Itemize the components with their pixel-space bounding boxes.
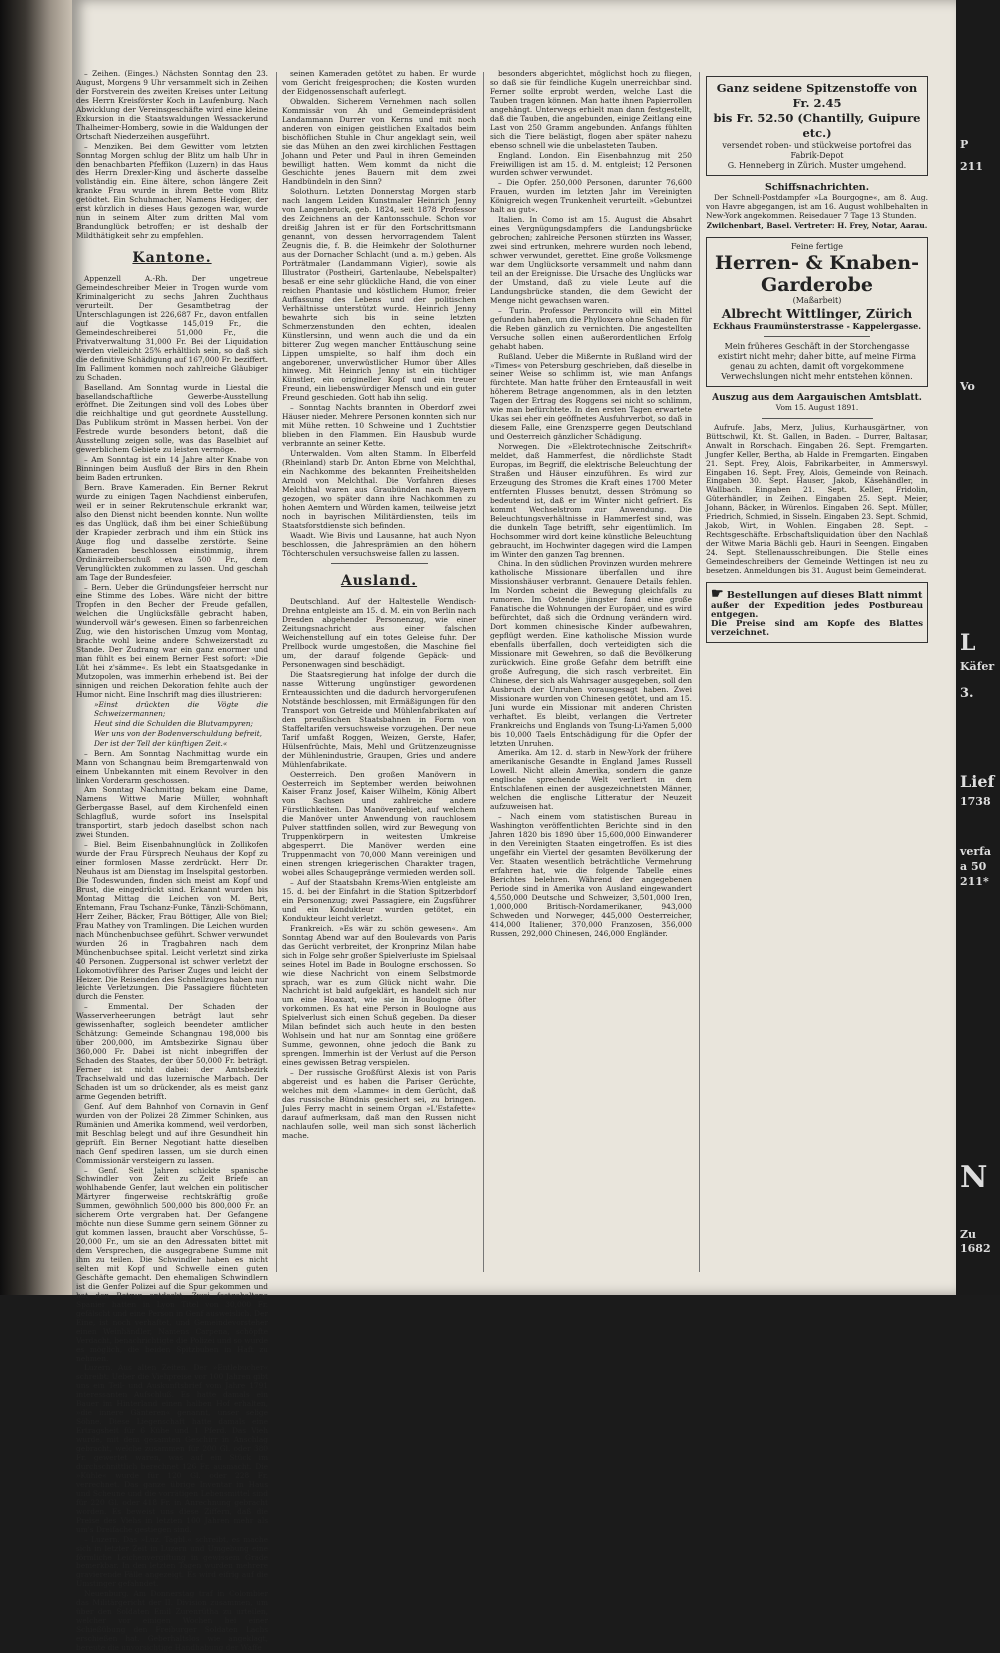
article-neuenburg: Neuenburg. Am Donnerstag traf in Colombier das Militärgericht der II. Division zusammen, um über den Soldaten Emil Zurenrütha zu urteilen, welcher vor einigen Wochen bei einer Schießübung den Freiburger Soldaten Lachs erschießen hat. Geberhaltslos wie angeklagt, bereute die unvorsichtige Handhabung der Waffe	[76, 1589, 268, 1653]
ad-garment-line4: Albrecht Wittlinger, Zürich	[721, 305, 913, 321]
article-frankreich: Frankreich. »Es wär zu schön gewesen«. Am Sonntag Abend war auf den Boulevards von Paris das Gerücht verbreitet, der Kronprinz Milan habe sich in Folge sehr großer Spielverluste im Spielsaal seines Hotel im Bade in Boulogne erschossen. So wie diese Nachricht von einem Selbstmorde sprach, war es zum Glück nicht wahr. Die Nachricht ist bald aufgeklärt, es handelt sich nur um eine Hoaxaxt, wie sie in Boulogne öfter vorkommen. Es hat eine Person in Boulogne aus Spielverlust sich einen Schuß gegeben. Da dieser Milan befindet sich auch heute in den besten Wohlsein und hat nur am Sonntag eine größere Summe, gewonnen, ohne jedoch die Bank zu sprengen. Immerhin ist der Verlust auf die Person eines gewissen Betrag verspielen.	[282, 923, 476, 1068]
pointing-hand-icon: ☛	[711, 585, 724, 602]
article-bern-kameraden: Bern. Brave Kameraden. Ein Berner Rekrut wurde zu einigen Tagen Nachdienst einberufen, weil er in seiner Rekrutenschule erkrankt war, also den Dienst nicht beenden konnte. Nun wollte es das Unglück, daß ihm bei einer Schießübung der Krapieder zerbrach und ihm ein Stück ins Auge flog und dasselbe zerstörte. Seine Kameraden beschlossen einstimmig, ihrem Ordinärreiberschuß etwa 500 Fr., dem Verunglückten zukommen zu lassen. Und geschah am Tage der Bundesfeier.	[76, 483, 268, 582]
column-2	[282, 70, 476, 1285]
order-line-3: Die Preise sind am Kopfe des Blattes verzeichnet.	[711, 618, 923, 638]
article-amerika: Amerika. Am 12. d. starb in New-York der frühere amerikanische Gesandte in England James Russell Lowell. Nicht allein Amerika, sondern die ganze englische sprechende Welt verliert in dem Entschlafenen einen der ausgezeichnetsten Männer, welchen die englische Litteratur der Neuzeit aufzuweisen hat.	[490, 748, 692, 812]
amtsblatt-title: Auszug aus dem Aargauischen Amtsblatt.	[712, 392, 922, 403]
column-rule	[276, 72, 277, 1272]
article-luzern-viehpreise: Luzern. Aus alten Zeiten. Der »Entlebucher« schreibt: Ueber die Viehpreise vor 100 Jahren gibt uns ein Teil- und Auskunftsbrief vom Jahre 1791 interessanten Aufschluß. Es hatte damals ein Bauer im Hinterland einen halben Hof erhalten, »die innere Gänteren« genannt, unser selige Söhne. Diese Liegenschaft hatte damals eine Ertragsheit für 6 Kühe und 1 Pferd. Das Vieh wurde, mit dem gesamten Geschirr in Anschlag gebracht, welche zusammen für 200 Gl. oder 380 Fr. gewertet waren, was auf ein Stück im durchschnittlich berechnet 126 Fr. ausmacht. Die »Kühle« wurde für 120 Gl. oder 228 Fr. verrechnet. Das ganze übrige Inventar in Haus und Scheune und die vorrätigen Lebensmittel sind für 220 Gl. oder 418 Fr. in Anrechnung gebracht worden. Es beweist uns diese Ziffern, daß die Preise des Viehs in letzten 100 Jahren mehr als um's Dreifache gestiegen sind.	[76, 1363, 268, 1534]
article-binningen: – Am Sonntag ist ein 14 Jahre alter Knabe von Binningen beim Ausfluß der Birs in den Rhein beim Baden ertrunken.	[76, 455, 268, 483]
article-biel: – Biel. Beim Eisenbahnunglück in Zollikofen wurde der Frau Fürsprech Neuhaus der Kopf zu einer formlosen Masse zerdrückt. Herr Dr. Neuhaus ist am Dienstag im Inselspital gestorben. Die Todeswunden, finden sich meist am Kopf und Brust, die eingedrückt sind. Erkannt wurden bis Montag Mittag die Leichen von M. Bert, Entemann, Frau Tschanz-Funke, Tänzli-Schömann, Herr Zeiher, Bäcker, Frau Böttiger, Alle von Biel; Frau Mathey von Tramlingen. Die Leichen wurden nach Münchenbuchsee geführt. Schwer verwundet wurden 26 in Tragbahren nach dem Münchenbuchsee spital. Leicht verletzt sind zirka 40 Personen. Zugpersonal ist schwer verletzt der Lokomotivführer des Pariser Zuges und leicht der Heizer. Die Reisenden des Schnellzuges haben nur leichte Verletzungen. Die Passagiere flüchteten durch die Fenster.	[76, 840, 268, 1002]
article-tauben: besonders abgerichtet, möglichst hoch zu fliegen, so daß sie für feindliche Kugeln unerreichbar sind. Ferner sollte erprobt werden, welche Last die Tauben tragen können. Man hatte ihnen Papierrollen angehängt. Unterwegs erhielt man dann festgestellt, daß die Tauben, die angebunden, einige Zeitlang eine Last von 250 Gramm angebunden. Anfangs fühlten sich die Tiere belästigt, flogen aber später nahezu ebenso schnell wie die unbelasteten Tauben.	[490, 69, 692, 150]
separator-line	[762, 418, 873, 419]
page-fragment: Vo	[960, 380, 975, 393]
order-line-1: Bestellungen auf dieses Blatt nimmt	[726, 589, 923, 601]
garment-advertisement	[706, 237, 928, 387]
ad-garment-line5: Eckhaus Fraumünsterstrasse - Kappelergasse.	[713, 320, 921, 331]
ad-silk-line1: Ganz seidene Spitzenstoffe von Fr. 2.45	[716, 81, 918, 110]
section-heading-kantone: Kantone.	[132, 250, 212, 267]
article-alexis: – Der russische Großfürst Alexis ist von Paris abgereist und es haben die Pariser Gerüchte, welches mit dem »Lamme« in dem Gerücht, daß das russische Bündnis gesichert sei, zu bringen. Jules Ferry macht in seinem Organ »L'Estafette« darauf aufmerksam, daß man den Russen nicht nachlaufen solle, weil man sich sonst lächerlich mache.	[282, 1068, 476, 1140]
article-staatsregierung: Die Staatsregierung hat infolge der durch die nasse Witterung ungünstiger gewordenen Ernteaussichten und die dadurch hervorgerufenen Notstände beschlossen, mit Ermäßigungen für den Transport von Getreide und Mühlenfabrikaten auf den preußischen Staatsbahnen in Form von Staffeltarifen versuchsweise vorzugehen. Der neue Tarif umfaßt Roggen, Weizen, Gerste, Hafer, Hülsenfrüchte, Mais, Mehl und Grützenzeugnisse der Mühlenindustrie, Graupen, Gries und andere Mühlenfabrikate.	[282, 670, 476, 769]
article-oberdorf: – Sonntag Nachts brannten in Oberdorf zwei Häuser nieder. Mehrere Personen konnten sich nur mit Mühe retten. 10 Schweine und 1 Zuchtstier blieben in den Flammen. Ein Hausbub wurde verbrannte an seiner Kette.	[282, 403, 476, 449]
article-zeihen: – Zeihen. (Einges.) Nächsten Sonntag den 23. August, Morgens 9 Uhr versammelt sich in Zeihen der Forstverein des zweiten Kreises unter Leitung des Herrn Kreisförster Koch in Laufenburg. Nach Abwicklung der Vereinsgeschäfte wird eine kleine Exkursion in die Staatswaldungen Wessackerund Thalheimer-Homberg, sowie in die Waldungen der Ortschaft Niederzeihen ausgeführt.	[76, 69, 268, 141]
separator-line	[331, 563, 428, 564]
ad-silk-line4: G. Henneberg in Zürich. Muster umgehend.	[727, 161, 907, 170]
column-1	[76, 69, 268, 1653]
article-neuenburg-cont: seinen Kameraden getötet zu haben. Er wurde vom Gericht freigesprochen; die Kosten wurden der Eidgenossenschaft auferlegt.	[282, 69, 476, 96]
book-binding	[0, 0, 72, 1295]
newspaper-page	[72, 0, 956, 1653]
article-menziken: – Menziken. Bei dem Gewitter vom letzten Sonntag Morgen schlug der Blitz um halb Uhr in den benachbarten Pfeffikon (Luzern) in das Haus des Herrn Drexler-King und äscherte dasselbe vollständig ein. Eine ältere, schon längere Zeit kranke Frau wurde in ihrem Bette vom Blitz getödtet. Ein Schuhmacher, Namens Hediger, der erst kürzlich in dieses Haus gezogen war, wurde nun in seinem Alter zum dritten Mal vom Brandunglück betroffen; er ist deshalb der Mildthätigkeit sehr zu empfehlen.	[76, 141, 268, 241]
shipping-news-text: Der Schnell-Postdampfer »La Bourgogne«, am 8. Aug. von Havre abgegangen, ist am 16. August wohlbehalten in New-York angekommen. Reisedauer 7 Tage 13 Stunden.	[706, 193, 928, 220]
shipping-news-title: Schiffsnachrichten.	[764, 182, 869, 193]
neighbouring-page-edge	[956, 0, 1000, 1295]
page-fragment: L	[960, 630, 976, 656]
verse-line: »Einst drückten die Vögte die Schweizermannen;	[94, 699, 268, 718]
order-line-2: außer der Expedition jedes Postbureau entgegen.	[711, 600, 923, 620]
article-waadt: Waadt. Wie Bivis und Lausanne, hat auch Nyon beschlossen, die Jahresprämien an den höhern Töchterschulen versuchsweise fallen zu lassen.	[282, 530, 476, 558]
page-fragment: 1738	[960, 795, 991, 808]
verse-line: Heut sind die Schulden die Blutvampyren;	[94, 718, 254, 728]
page-fragment: P	[960, 138, 969, 151]
article-bern-feier: – Bern. Ueber die Gründungsfeier herrscht nur eine Stimme des Lobes. Wäre nicht der bittre Tropfen in den Becher der Freude gefallen, welchen die Unglücksfälle gebracht haben, wundervoll wär's gewesen. Einen so farbenreichen Zug, wie den historischen Umzug vom Montag, brachte wohl keine andere Schweizerstadt zu Stande. Der Zudrang war ein ganz enormer und man fühlt es bei einem Berner Fest sofort: »Die Lüt hei z'sämme«. Es lebt ein Staatsgedanke in Mutzopolen, was immerhin erhebend ist. Bei der sinnigen und reichen Dekoration fehlte auch der Humor nicht. Eine Inschrift mag dies illustrieren:	[76, 582, 268, 699]
article-england: England. London. Ein Eisenbahnzug mit 250 Freiwilligen ist am 15. d. M. entgleist; 12 Personen wurden schwer verwundet.	[490, 150, 692, 178]
article-russland: Rußland. Ueber die Mißernte in Rußland wird der »Times« von Petersburg geschrieben, daß dieselbe in seiner Weise so schlimm ist, wie man Anfangs fürchtete. Man hatte früher den Ernteausfall in weit höherem Betrage angenommen, als in den letzten Tagen der Ertrag des Roggens sei nicht so schlimm, wie man befürchtete. In den ersten Tagen erwartete Ukas sei eher ein geöffnetes Ausfuhrverbot, so daß in diesem Falle, eine Grenzsperre gegen Deutschland und Oesterreich gänzlicher Schädigung.	[490, 351, 692, 442]
ad-garment-line1: Feine fertige	[791, 241, 843, 251]
article-genf-schwindler: – Genf. Seit Jahren schickte spanische Schwindler von Zeit zu Zeit Briefe an wohlhabende Genfer, laut welchen ein politischer Märtyrer fingerweise rechtskräftig große Summen, gewöhnlich 500,000 bis 800,000 Fr. an sicherem Orte vergraben hat. Der Gefangene möchte nun diese Summe gern seinem Gönner zu gut kommen lassen, braucht aber Vorschüsse, 5–20,000 Fr., um sie an den Adressaten bittet mit dem Versprechen, die ausgegrabene Summe mit ihm zu teilen. Die Schwindler haben es nicht selten mit Kopf und Schwelle einen guten Geschäfte gemacht. Den ehemaligen Schwindlern ist die Genfer Polizei auf die Spur gekommen und hat den Betrug entdeckt. Zwei festgehaltene Spanier hatten in Lyon Titel von 30,000 Fr. gefälscht und eine Person in Genf ausweislich. Der Eine, ist noch verhaftet, und Gemeindevorsteher einen Weinhändler, Namens Carpena, schöpfte Verdacht, benachrichtigte die Polizei und so wurde es möglich, die beiden Spitzbuben in Haft zu nehmen.	[76, 1165, 268, 1363]
article-oesterreich: Oesterreich. Den großen Manövern in Oesterreich im September werden beiwohnen Kaiser Franz Josef, Kaiser Wilhelm, König Albert von Sachsen und zahlreiche andere Fürstlichkeiten. Das Manövergebiet, auf welchem die Manöver unter Anwendung von rauchlosem Pulver stattfinden sollen, wird zur Bewegung von Truppenkörpern in weitesten Umkreise abgesperrt. Die Manöver werden eine Truppenmacht von 70,000 Mann vereinigen und einen strengen kriegerischen Charakter tragen, wobei alles Schaugepränge vermieden werden soll.	[282, 769, 476, 878]
separator-line	[764, 336, 870, 337]
article-genf-schinken: Genf. Auf dem Bahnhof von Cornavin in Genf wurden von der Polizei 28 Zimmer Schinken, aus Rumänien und Amerika kommend, weil verdorben, mit Beschlag belegt und auf ihre Gesundheit hin geprüft. Ein Berner Negotiant hatte dieselben nach Genf spediren lassen, um sie durch einen Commissionär versteigern zu lassen.	[76, 1101, 268, 1165]
page-fragment: 1682	[960, 1242, 991, 1255]
silk-advertisement	[706, 76, 928, 176]
amtsblatt-text: Aufrufe. Jabs, Merz, Julius, Kurhausgärtner, von Büttschwil, Kt. St. Gallen, in Baden. – Durrer, Baltasar, Anwalt in Rorschach. Eingaben 26. Sept. Fremgarten. Jungfer Keller, Bertha, ab Halde in Fremgarten. Eingaben 21. Sept. Frey, Alois, Fabrikarbeiter, in Ammerswyl. Eingaben 16. Sept. Frey, Alois, Gemeinde von Reinach. Eingaben 30. Sept. Hauser, Jakob, Käsehändler, in Wallbach. Eingaben 21. Sept. Keller, Fridolin, Güterhändler, in Zeihen. Eingaben 25. Sept. Meier, Johann, Bäcker, in Würenlos. Eingaben 26. Sept. Müller, Friedrich, Schmied, in Sisseln. Eingaben 23. Sept. Schmid, Jakob, Wirt, in Wohlen. Eingaben 28. Sept. – Rechtsgeschäfte. Erbschaftsliquidation über den Nachlaß der Witwe Maria Bächli geb. Hauri in Seengen. Eingaben 24. Sept. Stellenausschreibungen. Die Stelle eines Gemeindeschreibers der Gemeinde Wettingen ist neu zu besetzen. Anmeldungen bis 31. August beim Gemeinderat.	[706, 422, 928, 576]
column-rule	[699, 72, 700, 1272]
article-china: China. In den südlichen Provinzen wurden mehrere katholische Missionare überfallen und ihre Missionshäuser verbrannt. Genauere Details fehlen. Im Norden scheint die Bewegung gleichfalls zu rumoren. Im Ostende jüngster fand eine große Fanatische die Wohnungen der Europäer, und es wird befürchtet, daß sich die Ordnung verändern wird. Dort kommen chinesische Kinder aufbewahren, gepflügt werden. Eine katholische Mission wurde ebenfalls überfallen, doch verteidigten sich die Missionare mit Gewehren, so daß die Bevölkerung zurückwich. Eine große Gefahr dem betrifft eine große Aufregung, die sich rasch verbreitet. Ein Chinese, der sich als Wahrsager ausgegeben, soll den Ausbruch der Unruhen vorausgesagt haben. Zwei Missionare wurden von Chinesen getötet, und am 15. Juni wurde ein Missionar mit anderen Christen verhaftet. Es bleibt, verlangen die Vertreter Frankreichs und Englands von Tsung-Li-Yamen 5,000 bis 10,000 Taels Entschädigung für die Opfer der letzten Unruhen.	[490, 559, 692, 748]
ad-garment-line6: Mein früheres Geschäft in der Storchengasse existirt nicht mehr; daher bitte, auf meine Firma genau zu achten, damit oft vorgekommene Verwechslungen nicht mehr entstehen können.	[718, 341, 916, 381]
article-solothurn: Solothurn. Letzten Donnerstag Morgen starb nach langem Leiden Kunstmaler Heinrich Jenny von Langenbruck, geb. 1824, seit 1878 Professor des Zeichnens an der Kantonsschule. Schon vor dreißig Jahren ist er für den Fortschrittsmann genannt, von dessen hervorragendem Talent Zeugnis die, f. B. die Heimkehr der Solothurner aus der Dornacher Schlacht (und a. m.) geben. Als Porträtmaler (Landammann Vigier), sowie als Illustrator (Postheiri, Gartenlaube, Nebelspalter) besaß er eine sehr glückliche Hand, die von einer reichen Phantasie und köstlichem Humor, freier Auffassung des Lebens und der politischen Verhältnisse unterstützt wurde. Heinrich Jenny bewahrte sich bis in seine letzten Schmerzenstunden den echten, idealen Künstlersinn, und wenn auch die und da ein bitterer Zug wegen mancher Enttäuschung seine Lippen umspielte, so half ihm doch ein angeborener, unverwüstlicher Humor über Alles hinweg. Mit Heinrich Jenny ist ein tüchtiger Künstler, ein origineller Kopf und ein treuer Freund, ein liebenswürdiger Mensch und ein guter Freund geschieden. Gott hab ihn selig.	[282, 187, 476, 403]
shipping-agent: Zwilchenbart, Basel. Vertreter: H. Frey, Notar, Aarau.	[706, 220, 928, 230]
article-turin: – Turin. Professor Perroncito will ein Mittel gefunden haben, um die Phylloxera ohne Schaden für die Reben gänzlich zu vernichten. Die angestellten Versuche sollen einen außerordentlichen Erfolg gehabt haben.	[490, 305, 692, 351]
page-fragment: verfa	[960, 845, 992, 858]
article-unterwalden: Unterwalden. Vom alten Stamm. In Elberfeld (Rheinland) starb Dr. Anton Ebrne von Melchthal, ein Nachkomme des bekannten Freiheitshelden Arnold von Melchthal. Die Vorfahren dieses Melchthal waren aus Graubünden nach Bayern gezogen, wo später dann ihre Nachkommen zu hohen Aemtern und Würden kamen, teilweise jetzt noch in bayrischen Militärdiensten, teils im Staatsforstdienste sich befinden.	[282, 449, 476, 530]
article-opfer: – Die Opfer. 250,000 Personen, darunter 76,600 Frauen, wurden im letzten Jahr im Vereinigten Königreich wegen Trunkenheit verurteilt. »Gebuntzei halt au gut«.	[490, 178, 692, 215]
page-fragment: 3.	[960, 686, 974, 701]
article-bern-revolver: – Bern. Am Sonntag Nachmittag wurde ein Mann von Schangnau beim Bremgartenwald von einem Unbekannten mit einem Revolver in den linken Vorderarm geschossen.	[76, 748, 268, 785]
article-baselland: Baselland. Am Sonntag wurde in Liestal die basellandschaftliche Gewerbe-Ausstellung eröffnet. Die Zeitungen sind voll des Lobes über die reichhaltige und gut geordnete Ausstellung. Das Publikum strömt in Massen herbei. Von der Festrede wurde besonders betont, daß die Ausstellung zeigen solle, was das Baselbiet auf gewerblichem Gebiete zu leisten vermöge.	[76, 382, 268, 455]
article-luzern-tagbl: – Luzern. Das »Luz. Tagbl.« schreibt, es mache sich in letzter Zeit in Luzern und Umgebung eine förmliche Leichenvergiftung in gewissem Grade bemerkbar. In den letzten Tagen wurden mehrere gravierende Fälle angezeigt. Es wird eifrig auf die Umstinger gefahndet.	[76, 1534, 268, 1589]
ad-garment-line2: Herren- & Knaben-Garderobe	[715, 251, 919, 296]
article-obwalden: Obwalden. Sicherem Vernehmen nach sollen Kommissär von Ah und Gemeindepräsident Landammann Durrer von Kerns und mit noch anderen von einigen geistlichen Exaltados beim bischöflichen Stuhle in Chur angeklagt sein, weil sie das Mühen an den zwei kirchlichen Festtagen Johann und Peter und Paul in ihren Gemeinden bewilligt hatten. Wem kommt da nicht die Geschichte jenes Bauern mit dem zwei Handbündeln in den Sinn?	[282, 96, 476, 187]
ad-silk-line3: versendet roben- und stückweise portofrei das Fabrik-Depot	[722, 141, 912, 160]
article-einwanderer: – Nach einem vom statistischen Bureau in Washington veröffentlichten Berichte sind in den Jahren 1820 bis 1890 über 15,600,000 Einwanderer in den Vereinigten Staaten eingetroffen. Es ist dies ungefähr ein Viertel der gesamten Bevölkerung der Ver. Staaten wesentlich beträchtliche Vermehrung erfahren hat, wie die folgende Tabelle eines Berichtes belehren. Während der angegebenen Periode sind in Amerika von Ausland eingewandert 4,550,000 Deutsche und Schweizer, 3,501,000 Iren, 1,000,000 Britisch-Nordamerikaner, 943,000 Schweden und Norweger, 445,000 Oesterreicher, 414,000 Italiener, 370,000 Franzosen, 356,000 Russen, 292,000 Chinesen, 246,000 Engländer.	[490, 812, 692, 938]
ad-silk-line2: bis Fr. 52.50 (Chantilly, Guipure etc.)	[713, 111, 921, 140]
page-fragment: 211	[960, 160, 983, 173]
article-bern-mueller: Am Sonntag Nachmittag bekam eine Dame, Namens Wittwe Marie Müller, wohnhaft Gerbergasse Basel, auf dem Kirchenfeld einen Schlagfluß, wurde sofort ins Inselspital transportirt, starb jedoch daselbst schon nach zwei Stunden.	[76, 785, 268, 840]
page-fragment: Zu	[960, 1228, 977, 1241]
amtsblatt-date: Vom 15. August 1891.	[775, 402, 859, 412]
section-heading-ausland: Ausland.	[340, 573, 418, 590]
article-norwegen: Norwegen. Die »Elektrotechnische Zeitschrift« meldet, daß Hammerfest, die nördlichste Stadt Europas, im Begriff, die elektrische Beleuchtung der Straßen und Häuser einzuführen. Es wird zur Erzeugung des Stromes die Kraft eines 1700 Meter entfernten Flusses benutzt, dessen Strömung so bedeutend ist, daß er im Winter nicht gefriert. Es kommt Wechselstrom zur Anwendung. Die Beleuchtungsverhältnisse in Hammerfest sind, was die dunkeln Tage betrifft, sehr eigentümlich. Im Hochsommer wird dort keine künstliche Beleuchtung gebraucht, im Hochwinter dagegen wird die Lampen im Winter den ganzen Tag brennen.	[490, 442, 692, 559]
article-italien: Italien. In Como ist am 15. August die Absahrt eines Vergnügungsdampfers die Landungsbrücke gebrochen; zahlreiche Personen stürzten ins Wasser, zwei sind ertrunken, mehrere wurden noch lebend, schwer verwundet, gerettet. Eine große Volksmenge war dem Unglücksorte versammelt und nahm dann teil an der Ereignisse. Die Ursache des Unglücks war der Umstand, daß zu viele Leute auf die Landungsbrücke standen, die dem Gewicht der Menge nicht gewachsen waren.	[490, 215, 692, 305]
page-fragment: Käfer	[960, 660, 995, 673]
page-fragment: N	[960, 1160, 988, 1195]
ad-garment-line3: (Maßarbeit)	[792, 295, 842, 305]
page-fragment: a 50	[960, 860, 987, 873]
page-fragment: Lief	[960, 772, 995, 791]
page-fragment: 211*	[960, 875, 989, 888]
article-krems: – Auf der Staatsbahn Krems-Wien entgleiste am 15. d. bei der Einfahrt in die Station Spitzerbdorf ein Personenzug; zwei Passagiere, ein Zugsführer und ein Kondukteur wurden getötet, ein Kondukteur leicht verletzt.	[282, 878, 476, 923]
verse-line: Der ist der Tell der künftigen Zeit.«	[94, 738, 228, 748]
article-deutschland: Deutschland. Auf der Haltestelle Wendisch-Drehna entgleiste am 15. d. M. ein von Berlin nach Dresden abgehender Personenzug, wie einer Zeitungsnachricht aus einer falschen Weichenstellung auf ein totes Geleise fuhr. Der Prellbock wurde umgestoßen, die Maschine fiel um, der darauf folgende Gepäck- und Personenwagen sind beschädigt.	[282, 597, 476, 670]
subscription-notice	[706, 582, 928, 643]
column-3	[490, 70, 692, 1285]
article-emmental: – Emmental. Der Schaden der Wasserverheerungen beträgt laut sehr gewissenhafter, sogleich beendeter amtlicher Schätzung: Gemeinde Schangnau 198,000 bis über 200,000, im Amtsbezirke Signau über 360,000 Fr. Dabei ist nicht inbegriffen der Schaden des Staates, der über 50,000 Fr. beträgt. Ferner ist nicht dabei: der Amtsbezirk Trachselwald und das luzernische Marbach. Der Schaden ist um so drückender, als es meist ganz arme Gegenden betrifft.	[76, 1002, 268, 1101]
column-4	[706, 70, 928, 1285]
column-rule	[483, 72, 484, 1272]
article-appenzell: Appenzell A.-Rh. Der ungetreue Gemeindeschreiber Meier in Trogen wurde vom Kriminalgericht zu sechs Jahren Zuchthaus verurteilt. Der Gesamtbetrag der Unterschlagungen ist 226,687 Fr., davon entfallen auf die Vogtkasse 145,019 Fr., die Gemeindeschreiberei 51,000 Fr., die Privatverwaltung 31,000 Fr. Bei der Liquidation werden vielleicht 25% erhältlich sein, so daß sich die definitive Schädigung auf 167,000 Fr. beziffert. Im Falliment kommen noch zahlreiche Gläubiger zu Schaden.	[76, 274, 268, 382]
verse-line: Wer uns von der Bodenverschuldung befreit,	[94, 728, 263, 738]
